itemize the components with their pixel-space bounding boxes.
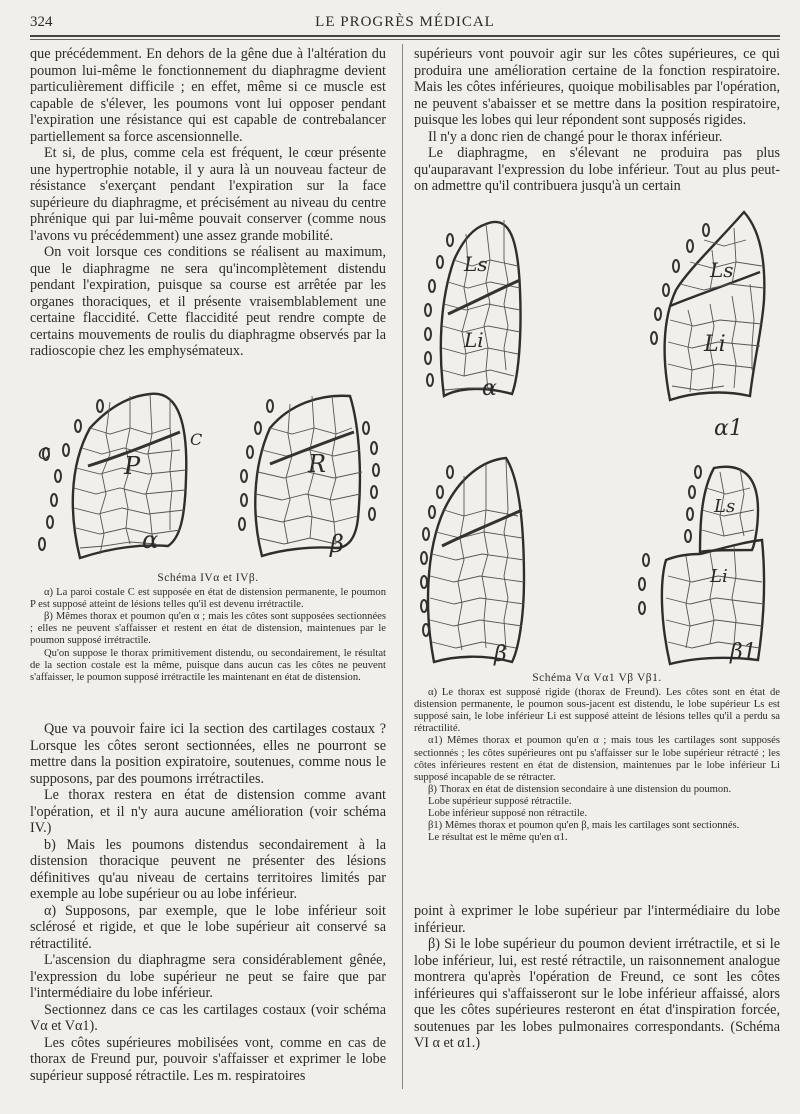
label-c-right: C <box>190 430 203 449</box>
label-c-left: C <box>38 444 51 463</box>
paragraph: Il n'y a donc rien de changé pour le thorax inférieur. <box>428 128 723 145</box>
paragraph: Le thorax restera en état de distension comme avant l'opération, et il n'y aura aucune amélioration (voir schéma IV.) <box>30 787 386 836</box>
right-column-bottom <box>414 903 780 1052</box>
right-column-top <box>414 46 780 195</box>
paragraph: Que va pouvoir faire ici la section des cartilages costaux ? Lorsque les côtes seront sectionnées, elles ne pourront se mettre dans la position expiratoire, soutenues, comme nous le supposons, par des poumons irrétractiles. <box>30 721 386 787</box>
figure-schema-v <box>414 210 780 670</box>
paragraph: Les côtes supérieures mobilisées vont, comme en cas de thorax de Freund pur, pouvoir s'affaisser et exprimer le lobe supérieur supposé rétractile. Les m. respiratoires <box>30 1034 386 1084</box>
label-ls-beta1: Ls <box>714 496 736 517</box>
label-beta: β <box>330 530 344 558</box>
label-alpha: α <box>142 526 159 554</box>
paragraph: que précédemment. En dehors de la gêne due à l'altération du poumon lui-même le fonctionnement du diaphragme devient particulièrement difficile ; en effet, même si ce muscle est capable de s'élever, les poumons vont lui opposer pendant l'expiration une résistance qui est capable de contrebalancer partiellement sa force ascensionnelle. <box>30 46 386 145</box>
label-alpha1: α1 <box>714 416 743 441</box>
paragraph: supérieurs vont pouvoir agir sur les côtes supérieures, ce qui produira une amélioration certaine de la fonction respiratoire. Mais les côtes inférieures, quoique mobilisables par l'opération, ne peuvent s'abaisser et se mettre dans la position respiratoire, puisque les lobes qui leur répondent sont supposés rigides. <box>414 46 780 128</box>
paragraph: Le diaphragme, en s'élevant ne produira pas plus qu'auparavant l'expression du lobe inférieur. Tout au plus peut-on admettre qu'il contribuera jusqu'à un certain <box>414 145 780 194</box>
caption-beta-line2: Lobe inférieur supposé non rétractile. <box>428 808 588 820</box>
figure-schema-iv <box>30 388 390 568</box>
column-divider <box>402 44 403 1089</box>
label-li-alpha: Li <box>464 328 484 352</box>
label-li-alpha1: Li <box>704 332 726 357</box>
running-title: LE PROGRÈS MÉDICAL <box>315 14 495 30</box>
caption-title: Schéma IVα et IVβ. <box>157 572 259 584</box>
label-ls-alpha1: Ls <box>710 258 734 282</box>
caption-schema-iv <box>30 572 386 684</box>
caption-beta: β) Mêmes thorax et poumon qu'en α ; mais les côtes sont supposées sectionnées ; elles ne peuvent s'affaisser et restent en état de distension, maintenues par le poumon supposé irrétractile. <box>30 611 386 647</box>
page-header <box>30 10 780 36</box>
caption-title: Schéma Vα Vα1 Vβ Vβ1. <box>532 672 662 684</box>
header-rule <box>30 35 780 37</box>
paragraph: L'ascension du diaphragme sera considérablement gênée, l'expression du lobe supérieur ne peut se faire que par l'intermédiaire du lobe inférieur. <box>30 952 386 1001</box>
paragraph: On voit lorsque ces conditions se réalisent au maximum, que le diaphragme ne sera qu'incomplètement distendu pendant l'expiration, puisque sa course est arrêtée par les organes thoraciques, et il présente vraisemblablement une certaine flaccidité. Cette flaccidité peut rendre compte de certains mouvements de roulis du diaphragme observés par la radioscopie chez les emphysémateux. <box>30 244 386 359</box>
paragraph: b) Mais les poumons distendus secondairement à la distension thoracique peuvent ne présenter des lésions définitives qu'au niveau de certains territoires limités par exemple au lobe supérieur ou au lobe inférieur. <box>30 836 386 902</box>
label-ls-alpha: Ls <box>464 252 488 276</box>
caption-note: Qu'on suppose le thorax primitivement distendu, ou secondairement, le résultat de la section costale est la même, puisque dans aucun cas les côtes ne peuvent s'affaisser, le poumon supposé irrétractile les maintenant en état de distension. <box>30 647 386 683</box>
label-r: R <box>308 450 327 478</box>
left-column-bottom <box>30 721 386 1084</box>
left-column-top <box>30 46 386 360</box>
caption-beta: β) Thorax en état de distension secondaire à une distension du poumon. <box>428 783 732 795</box>
caption-beta1: β1) Mêmes thorax et poumon qu'en β, mais les cartilages sont sectionnés. <box>428 820 740 832</box>
paragraph: Sectionnez dans ce cas les cartilages costaux (voir schéma Vα et Vα1). <box>30 1001 386 1034</box>
page-number: 324 <box>30 14 53 30</box>
paragraph: β) Si le lobe supérieur du poumon devient irrétractile, et si le lobe inférieur, lui, est resté rétractile, un raisonnement analogue montrera qu'après l'opération de Freund, ce sont les côtes inférieures qui s'affaisseront sur le lobe inférieur affaissé, alors que les côtes supérieures resteront en état d'inspiration forcée, soutenues par les lobes pulmonaires correspondants. (Schéma VI α et α1.) <box>414 936 780 1051</box>
paragraph: α) Supposons, par exemple, que le lobe inférieur soit sclérosé et rigide, et que le lobe supérieur ait conservé sa rétractilité. <box>30 902 386 952</box>
caption-result: Le résultat est le même qu'en α1. <box>428 832 568 844</box>
caption-alpha1: α1) Mêmes thorax et poumon qu'en α ; mais tous les cartilages sont supposés sectionnés ; les côtes supérieures ont pu s'affaisser sur le lobe supérieur rétracté ; les côtes inférieures restent en état de distension, maintenues par le lobe inférieur Li supposé incapable de se rétracter. <box>414 735 780 783</box>
header-rule-thin <box>30 39 780 40</box>
caption-alpha: α) La paroi costale C est supposée en état de distension permanente, le poumon P est supposé atteint de lésions telles qu'il est devenu irrétractile. <box>30 587 386 611</box>
label-alpha: α <box>482 376 497 401</box>
label-p: P <box>124 452 141 480</box>
label-beta: β <box>494 642 507 667</box>
paragraph: Et si, de plus, comme cela est fréquent, le cœur présente une hypertrophie notable, il y aura là un nouveau facteur de résistance s'exerçant pendant l'expiration sur la face supérieure du diaphragme, et précisément au niveau du centre phrénique qui par lui-même pouvait conserver (comme nous l'avons vu précédemment) une assez grande mobilité. <box>30 145 386 244</box>
caption-alpha: α) Le thorax est supposé rigide (thorax de Freund). Les côtes sont en état de distension permanente, le poumon sous-jacent est distendu, le lobe supérieur Ls est supposé sain, le lobe inférieur Li est supposé atteint de lésions telles qu'il a perdu sa rétractilité. <box>414 687 780 735</box>
label-beta1: β1 <box>730 640 757 665</box>
caption-beta-line1: Lobe supérieur supposé rétractile. <box>428 795 572 807</box>
caption-schema-v <box>414 672 780 844</box>
label-li-beta1: Li <box>710 566 728 587</box>
paragraph: point à exprimer le lobe supérieur par l'intermédiaire du lobe inférieur. <box>414 903 780 936</box>
